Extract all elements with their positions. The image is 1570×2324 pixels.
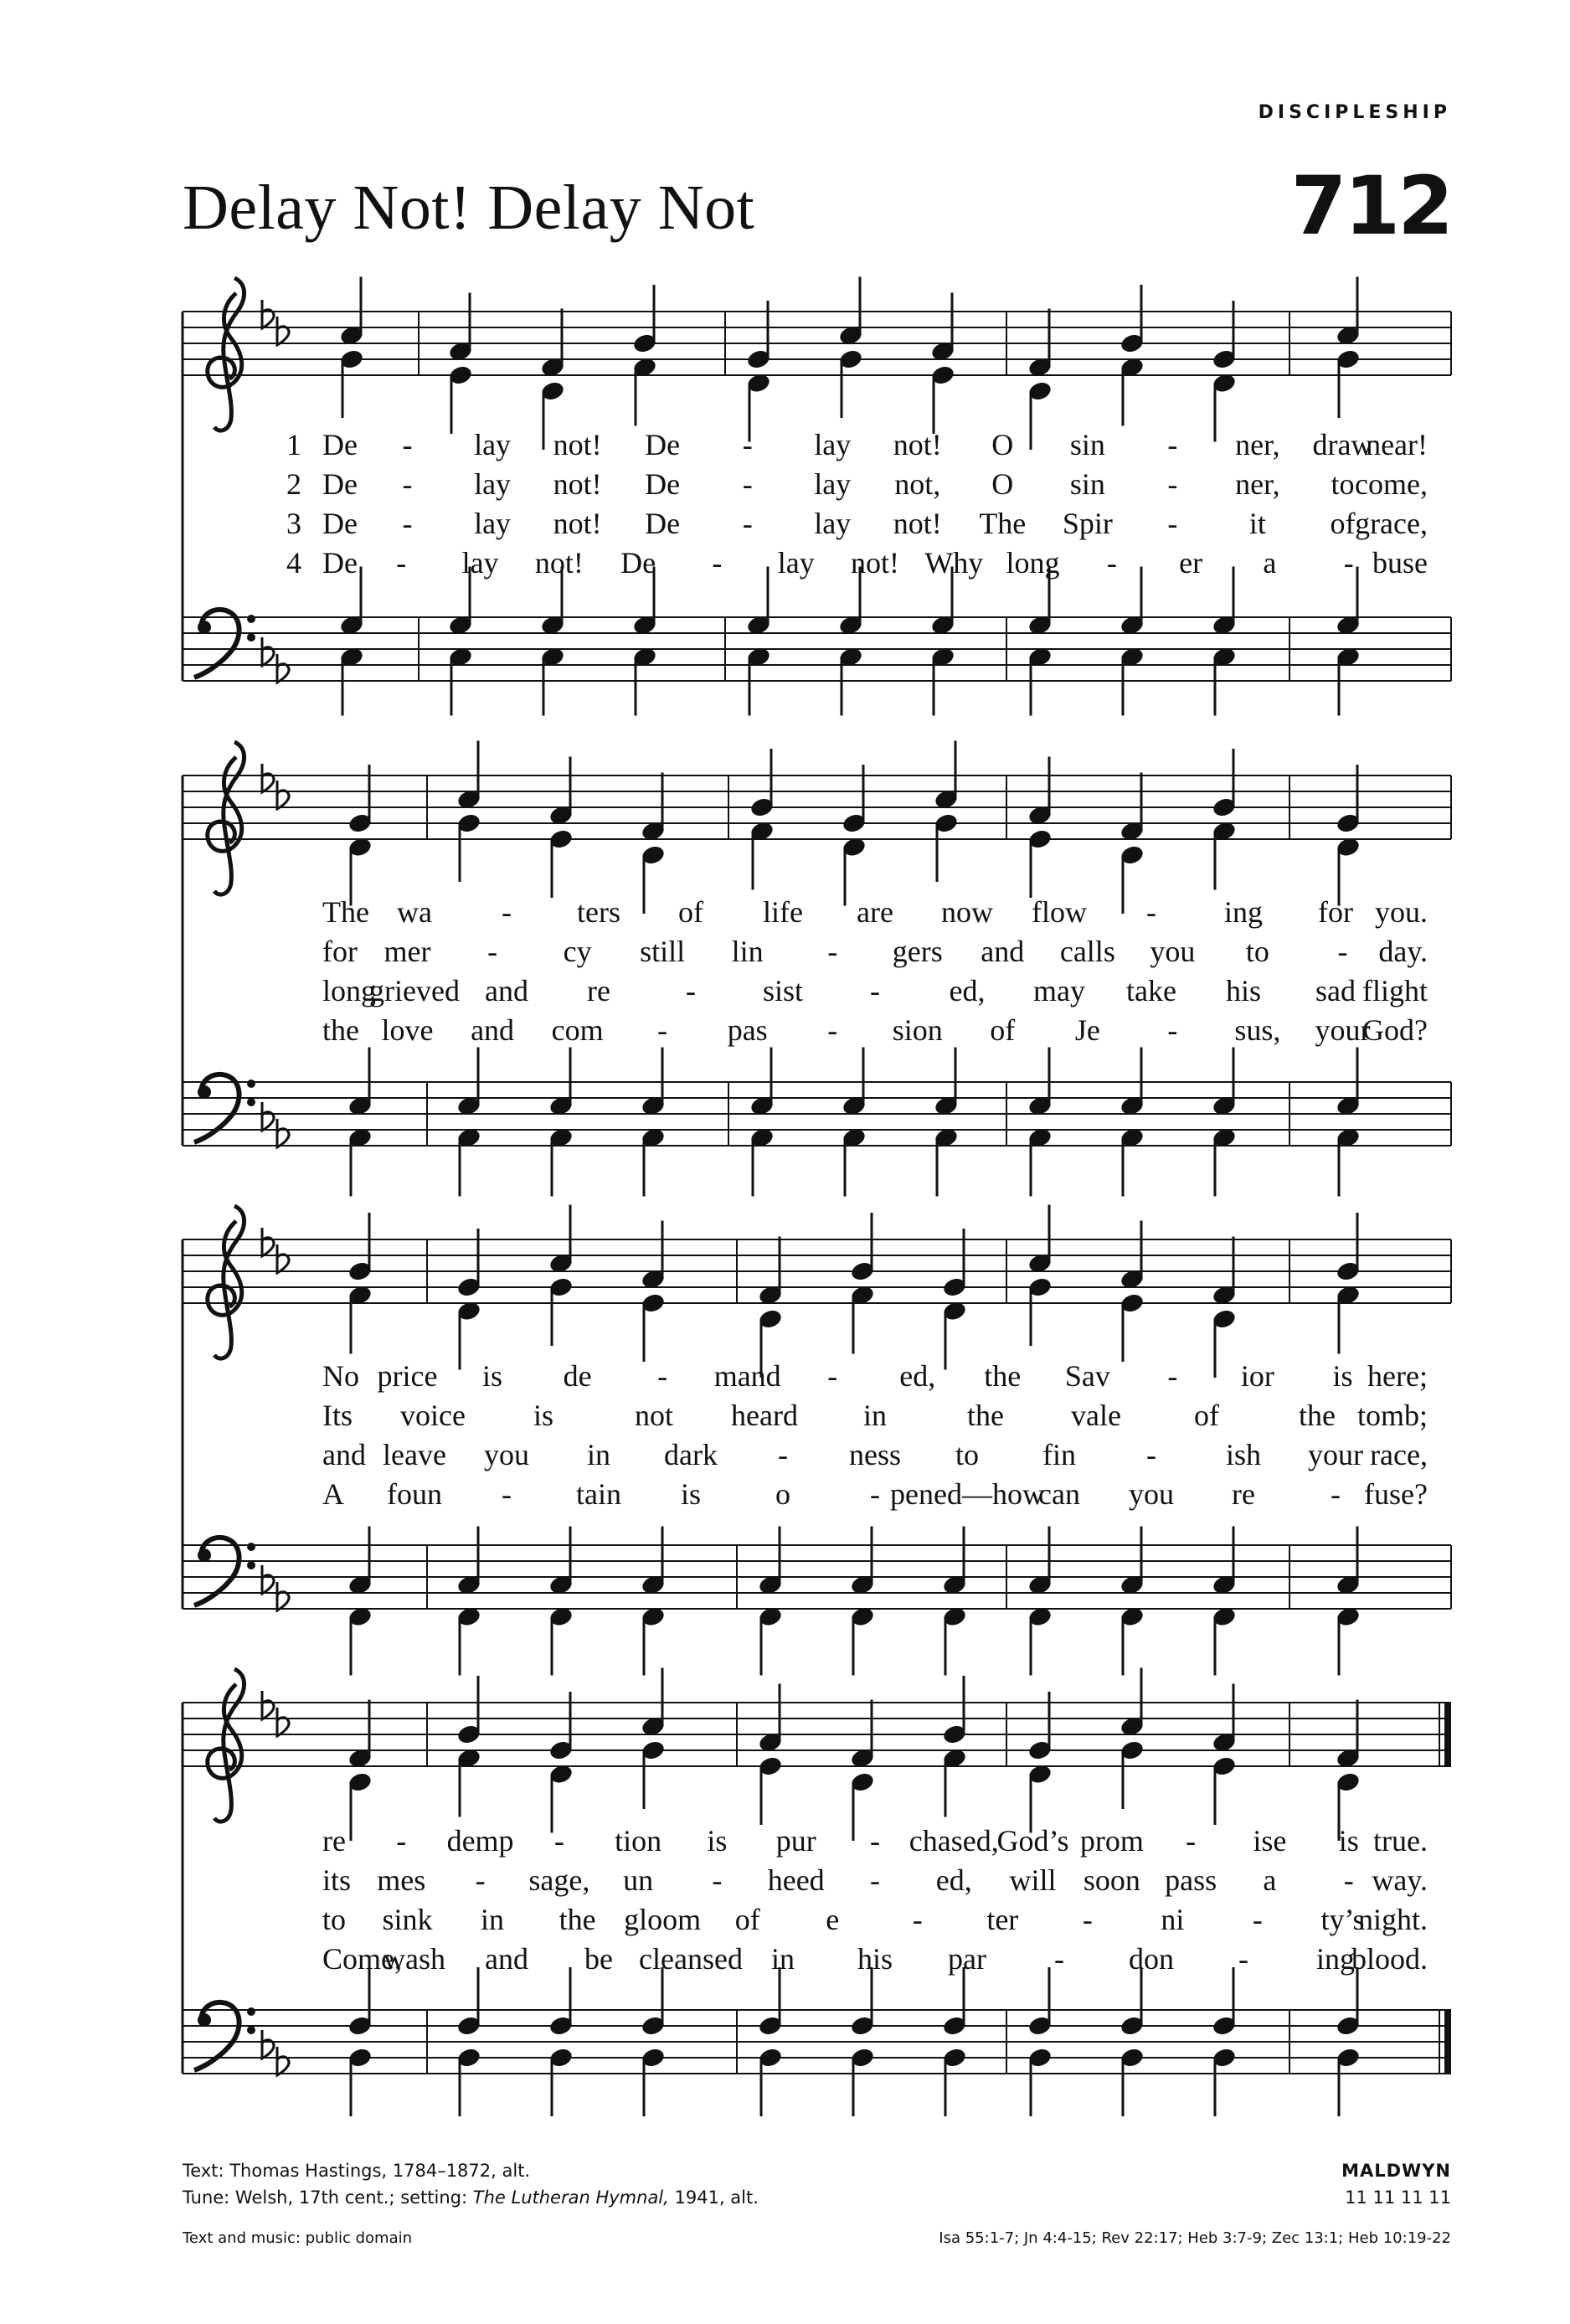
lyric-syllable: Sav [1064, 1359, 1110, 1393]
syllable-hyphen: - [1167, 1359, 1178, 1393]
lyric-syllable: De [645, 428, 681, 461]
syllable-hyphen: - [870, 974, 880, 1007]
lyric-syllable: pass [1165, 1863, 1217, 1897]
lyric-syllable: don [1129, 1942, 1174, 1976]
lyric-syllable: ty’s [1320, 1903, 1365, 1936]
syllable-hyphen: - [396, 546, 407, 580]
lyric-syllable: is [1332, 1359, 1353, 1393]
syllable-hyphen: - [827, 1359, 838, 1393]
syllable-hyphen: - [1238, 1942, 1248, 1976]
syllable-hyphen: - [502, 895, 512, 929]
syllable-hyphen: - [870, 1477, 880, 1511]
lyric-syllable: De [322, 507, 358, 540]
lyric-syllable: tain [576, 1477, 621, 1511]
lyric-syllable: not! [553, 428, 602, 461]
lyric-syllable: Its [322, 1399, 353, 1432]
lyric-syllable: not! [851, 546, 899, 580]
tune-credit-source: The Lutheran Hymnal, [472, 2187, 669, 2208]
lyric-syllable: a [1263, 1863, 1277, 1897]
lyric-syllable: in [862, 1399, 888, 1432]
lyric-syllable: lay [814, 467, 852, 501]
lyric-syllable: demp [446, 1824, 514, 1858]
lyric-syllable: calls [1059, 935, 1115, 968]
lyric-syllable: a [1263, 546, 1277, 580]
lyric-syllable: o [775, 1477, 790, 1511]
lyric-syllable: the [322, 1013, 359, 1047]
syllable-hyphen: - [827, 1013, 838, 1047]
bass-clef-icon [194, 2002, 255, 2070]
lyric-syllable: sad [1315, 974, 1356, 1007]
lyric-syllable: the [1299, 1399, 1336, 1432]
lyric-syllable: can [1038, 1477, 1080, 1511]
lyric-syllable: and [485, 1942, 528, 1976]
verse-number: 3 [286, 507, 301, 540]
lyric-syllable: be [584, 1942, 613, 1976]
lyric-syllable: sin [1069, 467, 1105, 501]
lyric-syllable: sin [1069, 428, 1105, 461]
lyric-syllable: Why [924, 546, 984, 580]
lyric-syllable: its [322, 1863, 352, 1897]
syllable-hyphen: - [475, 1863, 486, 1897]
lyric-syllable: re [587, 974, 610, 1007]
lyric-syllable: ter [986, 1903, 1019, 1936]
lyric-syllable: lay [814, 507, 852, 540]
lyric-syllable: dark [664, 1438, 718, 1471]
final-barline-thick [1444, 1703, 1451, 1766]
lyric-syllable: now [941, 895, 993, 929]
lyric-syllable: price [377, 1359, 438, 1393]
lyric-syllable: The [322, 895, 369, 929]
lyric-syllable: A [322, 1477, 344, 1511]
lyric-syllable: ed, [899, 1359, 936, 1393]
syllable-hyphen: - [742, 507, 753, 540]
lyric-syllable: not! [553, 467, 602, 501]
key-signature-flats [262, 764, 289, 809]
treble-clef-icon [208, 278, 245, 430]
lyric-syllable: gloom [624, 1903, 702, 1936]
hymn-number: 712 [1290, 159, 1451, 253]
lyric-syllable: grieved [369, 974, 460, 1007]
lyric-syllable: and [471, 1013, 515, 1047]
lyric-syllable: ing [1315, 1942, 1356, 1976]
lyric-syllable: not! [893, 428, 942, 461]
tune-credit-prefix: Tune: Welsh, 17th cent.; setting: [183, 2187, 468, 2208]
lyric-syllable: ters [577, 895, 620, 929]
verse-number: 1 [286, 428, 301, 461]
lyric-syllable: it [1248, 507, 1266, 540]
key-signature-flats [262, 300, 289, 345]
lyric-syllable: wa [397, 895, 432, 929]
syllable-hyphen: - [870, 1824, 880, 1858]
syllable-hyphen: - [487, 935, 498, 968]
lyric-syllable: sus, [1234, 1013, 1281, 1047]
lyric-syllable: pened—how [890, 1477, 1044, 1511]
lyric-syllable: you [1129, 1477, 1174, 1511]
lyric-syllable: O [991, 467, 1014, 501]
lyric-syllable: par [948, 1942, 986, 1976]
bass-clef-icon [194, 610, 255, 678]
treble-clef-icon [208, 1206, 245, 1358]
lyric-syllable: you. [1375, 895, 1428, 929]
syllable-hyphen: - [742, 428, 753, 461]
lyric-syllable: long [1006, 546, 1060, 580]
tune-name: MALDWYN [1341, 2161, 1451, 2181]
lyric-syllable: e [826, 1903, 840, 1936]
lyric-syllable: the [984, 1359, 1022, 1393]
bass-clef-icon [194, 1074, 255, 1142]
lyric-syllable: heard [731, 1399, 798, 1432]
lyric-syllable: O [991, 428, 1014, 461]
lyric-syllable: ner, [1235, 467, 1280, 501]
lyric-syllable: re [1232, 1477, 1255, 1511]
syllable-hyphen: - [657, 1359, 668, 1393]
tune-credit-suffix: 1941, alt. [674, 2187, 759, 2208]
lyric-syllable: ness [849, 1438, 901, 1471]
key-signature-flats [262, 1228, 289, 1273]
syllable-hyphen: - [1167, 1013, 1178, 1047]
lyric-syllable: here; [1367, 1359, 1428, 1393]
lyric-syllable: gers [892, 935, 943, 968]
lyric-syllable: ed, [935, 1863, 972, 1897]
syllable-hyphen: - [657, 1013, 668, 1047]
lyric-syllable: is [707, 1824, 728, 1858]
lyric-syllable: for [1318, 895, 1353, 929]
lyric-syllable: cy [563, 935, 592, 968]
lyric-syllable: Spir [1062, 507, 1113, 540]
lyric-syllable: come, [1355, 467, 1428, 501]
lyric-syllable: to [955, 1438, 980, 1471]
lyric-syllable: De [322, 546, 358, 580]
lyric-syllable: his [857, 1942, 893, 1976]
lyric-syllable: in [770, 1942, 795, 1976]
lyric-syllable: is [482, 1359, 503, 1393]
lyric-syllable: chased, [909, 1824, 999, 1858]
lyric-syllable: and [322, 1438, 366, 1471]
key-signature-flats [262, 637, 289, 683]
syllable-hyphen: - [1106, 546, 1117, 580]
lyric-syllable: ise [1253, 1824, 1287, 1858]
lyric-syllable: ed, [949, 974, 986, 1007]
syllable-hyphen: - [1252, 1903, 1263, 1936]
lyric-syllable: flight [1362, 974, 1428, 1007]
syllable-hyphen: - [1054, 1942, 1064, 1976]
lyric-syllable: is [533, 1399, 554, 1432]
lyric-syllable: De [620, 546, 656, 580]
key-signature-flats [262, 1102, 289, 1147]
syllable-hyphen: - [1167, 428, 1178, 461]
lyric-syllable: not! [553, 507, 602, 540]
lyric-syllable: near! [1366, 428, 1428, 461]
syllable-hyphen: - [402, 467, 413, 501]
lyric-syllable: wash [383, 1942, 445, 1976]
lyric-syllable: life [763, 895, 803, 929]
lyric-syllable: will [1009, 1863, 1057, 1897]
lyric-syllable: you [484, 1438, 529, 1471]
lyric-syllable: lay [474, 507, 512, 540]
lyric-syllable: lin [731, 935, 764, 968]
lyric-syllable: God? [1362, 1013, 1428, 1047]
section-label: DISCIPLESHIP [1258, 102, 1451, 123]
syllable-hyphen: - [1146, 1438, 1156, 1471]
lyric-syllable: night. [1357, 1903, 1428, 1936]
lyric-syllable: of [990, 1013, 1016, 1047]
lyric-syllable: is [680, 1477, 702, 1511]
key-signature-flats [262, 1565, 289, 1610]
lyric-syllable: sage, [528, 1863, 590, 1897]
lyric-syllable: are [857, 895, 893, 929]
lyric-syllable: love [381, 1013, 434, 1047]
lyric-syllable: prom [1079, 1824, 1144, 1858]
syllable-hyphen: - [402, 428, 413, 461]
lyric-syllable: cleansed [639, 1942, 743, 1976]
bass-clef-icon [194, 1538, 255, 1605]
meter: 11 11 11 11 [1345, 2187, 1451, 2208]
lyric-syllable: may [1033, 974, 1085, 1007]
lyric-syllable: tion [615, 1824, 662, 1858]
lyric-syllable: voice [400, 1399, 466, 1432]
treble-clef-icon [208, 742, 245, 894]
lyric-syllable: way. [1372, 1863, 1428, 1897]
syllable-hyphen: - [712, 1863, 723, 1897]
lyric-syllable: in [481, 1903, 505, 1936]
lyric-syllable: Je [1074, 1013, 1100, 1047]
lyric-syllable: pas [727, 1013, 768, 1047]
lyric-syllable: ner, [1235, 428, 1280, 461]
lyric-syllable: sink [382, 1903, 433, 1936]
lyric-syllable: to [322, 1903, 347, 1936]
lyric-syllable: lay [474, 428, 512, 461]
lyric-syllable: take [1126, 974, 1176, 1007]
verse-number: 4 [286, 546, 301, 580]
syllable-hyphen: - [402, 507, 413, 540]
lyric-syllable: your [1308, 1438, 1363, 1471]
lyric-syllable: not! [893, 507, 942, 540]
lyric-syllable: ing [1223, 895, 1264, 929]
lyric-syllable: not, [894, 467, 941, 501]
lyric-syllable: race, [1370, 1438, 1428, 1471]
lyric-syllable: lay [814, 428, 852, 461]
lyric-syllable: fuse? [1364, 1477, 1428, 1511]
syllable-hyphen: - [1343, 546, 1354, 580]
lyric-syllable: The [979, 507, 1027, 540]
syllable-hyphen: - [1337, 935, 1348, 968]
syllable-hyphen: - [712, 546, 723, 580]
lyric-syllable: day. [1378, 935, 1428, 968]
lyric-syllable: and [981, 935, 1025, 968]
lyric-syllable: er [1179, 546, 1203, 580]
lyric-syllable: foun [387, 1477, 442, 1511]
lyric-syllable: your [1315, 1013, 1371, 1047]
lyric-syllable: to [1331, 467, 1355, 501]
lyric-syllable: vale [1071, 1399, 1121, 1432]
lyric-syllable: mes [377, 1863, 426, 1897]
text-credit: Text: Thomas Hastings, 1784–1872, alt. [183, 2161, 531, 2181]
final-barline-thick [1444, 2010, 1451, 2074]
lyric-syllable: blood. [1351, 1942, 1428, 1976]
lyric-syllable: ni [1161, 1903, 1185, 1936]
lyric-syllable: flow [1032, 895, 1087, 929]
lyric-syllable: mer [383, 935, 431, 968]
syllable-hyphen: - [1146, 895, 1156, 929]
lyric-syllable: mand [713, 1359, 781, 1393]
verse-number: 2 [286, 467, 301, 501]
lyric-syllable: of [1330, 507, 1356, 540]
lyric-syllable: buse [1372, 546, 1428, 580]
lyric-syllable: not! [534, 546, 584, 580]
syllable-hyphen: - [778, 1438, 788, 1471]
syllable-hyphen: - [502, 1477, 512, 1511]
treble-clef-icon [208, 1669, 245, 1822]
lyric-syllable: De [322, 467, 358, 501]
lyric-syllable: in [586, 1438, 611, 1471]
lyric-syllable: de [563, 1359, 592, 1393]
lyric-syllable: fin [1042, 1438, 1076, 1471]
lyric-syllable: you [1150, 935, 1196, 968]
lyric-syllable: to [1245, 935, 1269, 968]
tune-credit [183, 2187, 759, 2208]
lyric-syllable: his [1225, 974, 1262, 1007]
lyric-syllable: God’s [996, 1824, 1069, 1858]
scripture-references: Isa 55:1-7; Jn 4:4-15; Rev 22:17; Heb 3:7-9; Zec 13:1; Heb 10:19-22 [939, 2229, 1451, 2247]
lyric-syllable: leave [383, 1438, 446, 1471]
lyric-syllable: lay [461, 546, 499, 580]
lyric-syllable: un [623, 1863, 654, 1897]
syllable-hyphen: - [1167, 507, 1178, 540]
syllable-hyphen: - [912, 1903, 923, 1936]
lyric-syllable: the [559, 1903, 596, 1936]
syllable-hyphen: - [1343, 1863, 1354, 1897]
syllable-hyphen: - [1167, 467, 1178, 501]
lyric-syllable: re [322, 1824, 346, 1858]
syllable-hyphen: - [827, 935, 838, 968]
lyric-syllable: for [322, 935, 358, 968]
syllable-hyphen: - [1082, 1903, 1093, 1936]
lyric-syllable: De [645, 467, 681, 501]
lyric-syllable: sion [892, 1013, 943, 1047]
lyric-syllable: of [678, 895, 703, 929]
lyric-syllable: pur [775, 1824, 816, 1858]
hymn-title: Delay Not! Delay Not [183, 173, 755, 243]
key-signature-flats [262, 1691, 289, 1736]
lyric-syllable: lay [474, 467, 512, 501]
syllable-hyphen: - [396, 1824, 407, 1858]
lyric-syllable: No [322, 1359, 359, 1393]
lyric-syllable: long [322, 974, 377, 1007]
lyric-syllable: true. [1373, 1824, 1428, 1858]
lyric-syllable: De [645, 507, 681, 540]
lyric-syllable: lay [777, 546, 815, 580]
lyric-syllable: of [1194, 1399, 1219, 1432]
lyric-syllable: ior [1240, 1359, 1274, 1393]
syllable-hyphen: - [1186, 1824, 1197, 1858]
syllable-hyphen: - [686, 974, 696, 1007]
lyric-syllable: of [734, 1903, 760, 1936]
syllable-hyphen: - [1331, 1477, 1341, 1511]
lyric-syllable: Come, [322, 1942, 402, 1976]
lyric-syllable: sist [762, 974, 804, 1007]
lyric-syllable: still [640, 935, 686, 968]
key-signature-flats [262, 2030, 289, 2075]
syllable-hyphen: - [742, 467, 753, 501]
lyric-syllable: the [967, 1399, 1004, 1432]
copyright: Text and music: public domain [183, 2229, 413, 2247]
syllable-hyphen: - [553, 1824, 564, 1858]
lyric-syllable: tomb; [1356, 1399, 1428, 1432]
lyric-syllable: not [634, 1399, 674, 1432]
lyric-syllable: draw [1312, 428, 1373, 461]
lyric-syllable: and [485, 974, 528, 1007]
lyric-syllable: De [322, 428, 358, 461]
lyric-syllable: grace, [1355, 507, 1428, 540]
syllable-hyphen: - [870, 1863, 880, 1897]
lyric-syllable: com [551, 1013, 604, 1047]
lyric-syllable: is [1338, 1824, 1359, 1858]
lyric-syllable: heed [767, 1863, 825, 1897]
lyric-syllable: soon [1083, 1863, 1140, 1897]
lyric-syllable: ish [1225, 1438, 1262, 1471]
